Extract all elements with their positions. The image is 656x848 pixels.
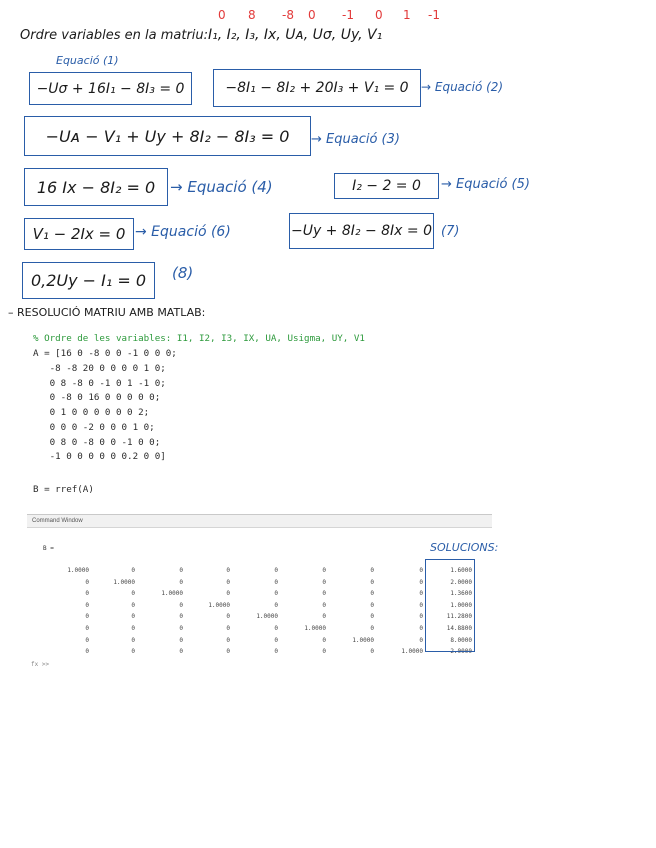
equation-2-box: −8I₁ − 8I₂ + 20I₃ + V₁ = 0 — [213, 69, 421, 107]
matrix-cell: 0 — [179, 567, 183, 574]
eq8-label: (8) — [172, 264, 194, 282]
matrix-cell: 1.0000 — [208, 601, 230, 609]
eq4-label: → Equació (4) — [170, 178, 273, 196]
eq3-label: → Equació (3) — [311, 132, 400, 147]
matrix-cell: 0 — [179, 648, 183, 656]
matrix-cell: 0 — [274, 625, 278, 632]
red-annotation: 1 — [403, 8, 411, 22]
matrix-cell: 0 — [419, 613, 423, 621]
matrix-cell: 2.0000 — [450, 648, 472, 656]
equation-5-box: I₂ − 2 = 0 — [334, 173, 439, 199]
output-label: B = — [43, 545, 54, 552]
matrix-cell: 0 — [419, 625, 423, 632]
code-matrix-row: 0 8 -8 0 -1 0 1 -1 0; — [33, 377, 166, 389]
red-annotation: 8 — [248, 8, 256, 22]
matrix-cell: 0 — [131, 636, 135, 644]
matrix-cell: 0 — [322, 636, 326, 644]
matrix-cell: 0 — [131, 567, 135, 574]
matrix-cell: 1.0000 — [67, 567, 89, 574]
matrix-cell: 1.0000 — [161, 590, 183, 598]
red-annotation: -8 — [282, 8, 294, 22]
matrix-cell: 1.0000 — [401, 648, 423, 656]
command-window-title: Command Window — [27, 515, 492, 528]
matrix-cell: 1.6000 — [450, 567, 472, 574]
matrix-cell: 0 — [274, 648, 278, 656]
equation-8-box: 0,2Uy − I₁ = 0 — [22, 262, 155, 299]
matrix-cell: 1.3600 — [450, 590, 472, 598]
matrix-cell: 1.0000 — [113, 578, 135, 586]
equation-4-box: 16 Ix − 8I₂ = 0 — [24, 168, 168, 206]
code-assign-a: A = [16 0 -8 0 0 -1 0 0 0; — [33, 348, 177, 359]
matrix-cell: 0 — [322, 578, 326, 586]
matrix-cell: 0 — [85, 636, 89, 644]
matrix-cell: 0 — [179, 636, 183, 644]
equation-1-box: −Uσ + 16I₁ − 8I₃ = 0 — [29, 72, 192, 105]
matrix-cell: 0 — [322, 567, 326, 574]
matrix-cell: 0 — [419, 590, 423, 598]
matrix-cell: 0 — [131, 625, 135, 632]
variable-order-label: Ordre variables en la matriu: — [20, 28, 209, 43]
code-rref: B = rref(A) — [33, 484, 94, 495]
matrix-cell: 0 — [370, 601, 374, 609]
matrix-cell: 0 — [179, 578, 183, 586]
matlab-section-title: – RESOLUCIÓ MATRIU AMB MATLAB: — [8, 306, 206, 319]
matrix-cell: 0 — [419, 567, 423, 574]
matrix-cell: 0 — [370, 613, 374, 621]
matrix-cell: 0 — [85, 648, 89, 656]
matrix-cell: 0 — [226, 590, 230, 598]
matrix-cell: 0 — [322, 590, 326, 598]
matrix-cell: 0 — [370, 648, 374, 656]
eq1-label: Equació (1) — [56, 54, 119, 67]
matrix-cell: 0 — [179, 601, 183, 609]
red-annotation: 0 — [218, 8, 226, 22]
code-matrix-row: -1 0 0 0 0 0 0.2 0 0] — [33, 451, 166, 463]
matrix-cell: 0 — [419, 601, 423, 609]
matrix-cell: 0 — [226, 567, 230, 574]
matrix-cell: 0 — [274, 567, 278, 574]
matrix-cell: 1.0000 — [256, 613, 278, 621]
matrix-cell: 0 — [274, 636, 278, 644]
code-matrix-row: 0 -8 0 16 0 0 0 0 0; — [33, 392, 161, 404]
matrix-cell: 14.8800 — [446, 625, 472, 632]
eq7-label: (7) — [441, 224, 460, 239]
code-matrix-row: 0 0 0 -2 0 0 0 1 0; — [33, 421, 155, 433]
red-annotation: -1 — [342, 8, 354, 22]
command-window — [27, 514, 492, 671]
matrix-cell: 1.0000 — [352, 636, 374, 644]
code-comment: % Ordre de les variables: I1, I2, I3, IX, UA, Usigma, UY, V1 — [33, 333, 365, 344]
matrix-cell: 0 — [370, 625, 374, 632]
matrix-cell: 0 — [179, 625, 183, 632]
matrix-cell: 0 — [85, 613, 89, 621]
matrix-cell: 0 — [322, 613, 326, 621]
matrix-cell: 0 — [131, 613, 135, 621]
matrix-cell: 11.2800 — [446, 613, 472, 621]
matrix-cell: 0 — [226, 613, 230, 621]
matrix-cell: 0 — [274, 601, 278, 609]
solutions-highlight-box — [425, 559, 475, 652]
matrix-cell: 0 — [131, 648, 135, 656]
eq5-label: → Equació (5) — [441, 177, 530, 192]
matrix-cell: 0 — [274, 578, 278, 586]
matrix-cell: 0 — [226, 636, 230, 644]
matrix-cell: 0 — [419, 636, 423, 644]
matrix-cell: 0 — [131, 601, 135, 609]
matrix-cell: 0 — [85, 578, 89, 586]
code-matrix-row: 0 1 0 0 0 0 0 0 2; — [33, 407, 150, 419]
red-annotation: -1 — [428, 8, 440, 22]
matrix-cell: 0 — [226, 578, 230, 586]
equation-7-box: −Uy + 8I₂ − 8Ix = 0 — [289, 213, 434, 249]
matrix-cell: 0 — [419, 578, 423, 586]
matrix-cell: 0 — [370, 578, 374, 586]
eq2-label: → Equació (2) — [421, 80, 504, 94]
red-annotation: 0 — [375, 8, 383, 22]
matrix-cell: 0 — [131, 590, 135, 598]
code-matrix-row: 0 8 0 -8 0 0 -1 0 0; — [33, 436, 161, 448]
eq6-label: → Equació (6) — [135, 224, 231, 240]
solutions-label: SOLUCIONS: — [430, 541, 499, 554]
matrix-cell: 0 — [322, 648, 326, 656]
command-prompt[interactable]: fx >> — [31, 661, 50, 668]
matrix-cell: 0 — [85, 625, 89, 632]
matrix-cell: 0 — [226, 648, 230, 656]
matrix-cell: 8.0000 — [450, 636, 472, 644]
matrix-cell: 0 — [85, 601, 89, 609]
matrix-cell: 1.0000 — [450, 601, 472, 609]
matrix-cell: 0 — [322, 601, 326, 609]
matrix-cell: 2.0000 — [450, 578, 472, 586]
matrix-cell: 1.0000 — [304, 625, 326, 632]
matrix-cell: 0 — [85, 590, 89, 598]
matrix-cell: 0 — [226, 625, 230, 632]
red-annotation: 0 — [308, 8, 316, 22]
variable-order-list: I₁, I₂, I₃, Ix, Uᴀ, Uσ, Uy, V₁ — [208, 27, 383, 43]
matrix-cell: 0 — [274, 590, 278, 598]
matrix-cell: 0 — [179, 613, 183, 621]
matrix-cell: 0 — [370, 590, 374, 598]
equation-3-box: −Uᴀ − V₁ + Uy + 8I₂ − 8I₃ = 0 — [24, 116, 311, 156]
equation-6-box: V₁ − 2Ix = 0 — [24, 218, 134, 250]
matrix-cell: 0 — [370, 567, 374, 574]
code-matrix-row: -8 -8 20 0 0 0 0 1 0; — [33, 363, 166, 374]
